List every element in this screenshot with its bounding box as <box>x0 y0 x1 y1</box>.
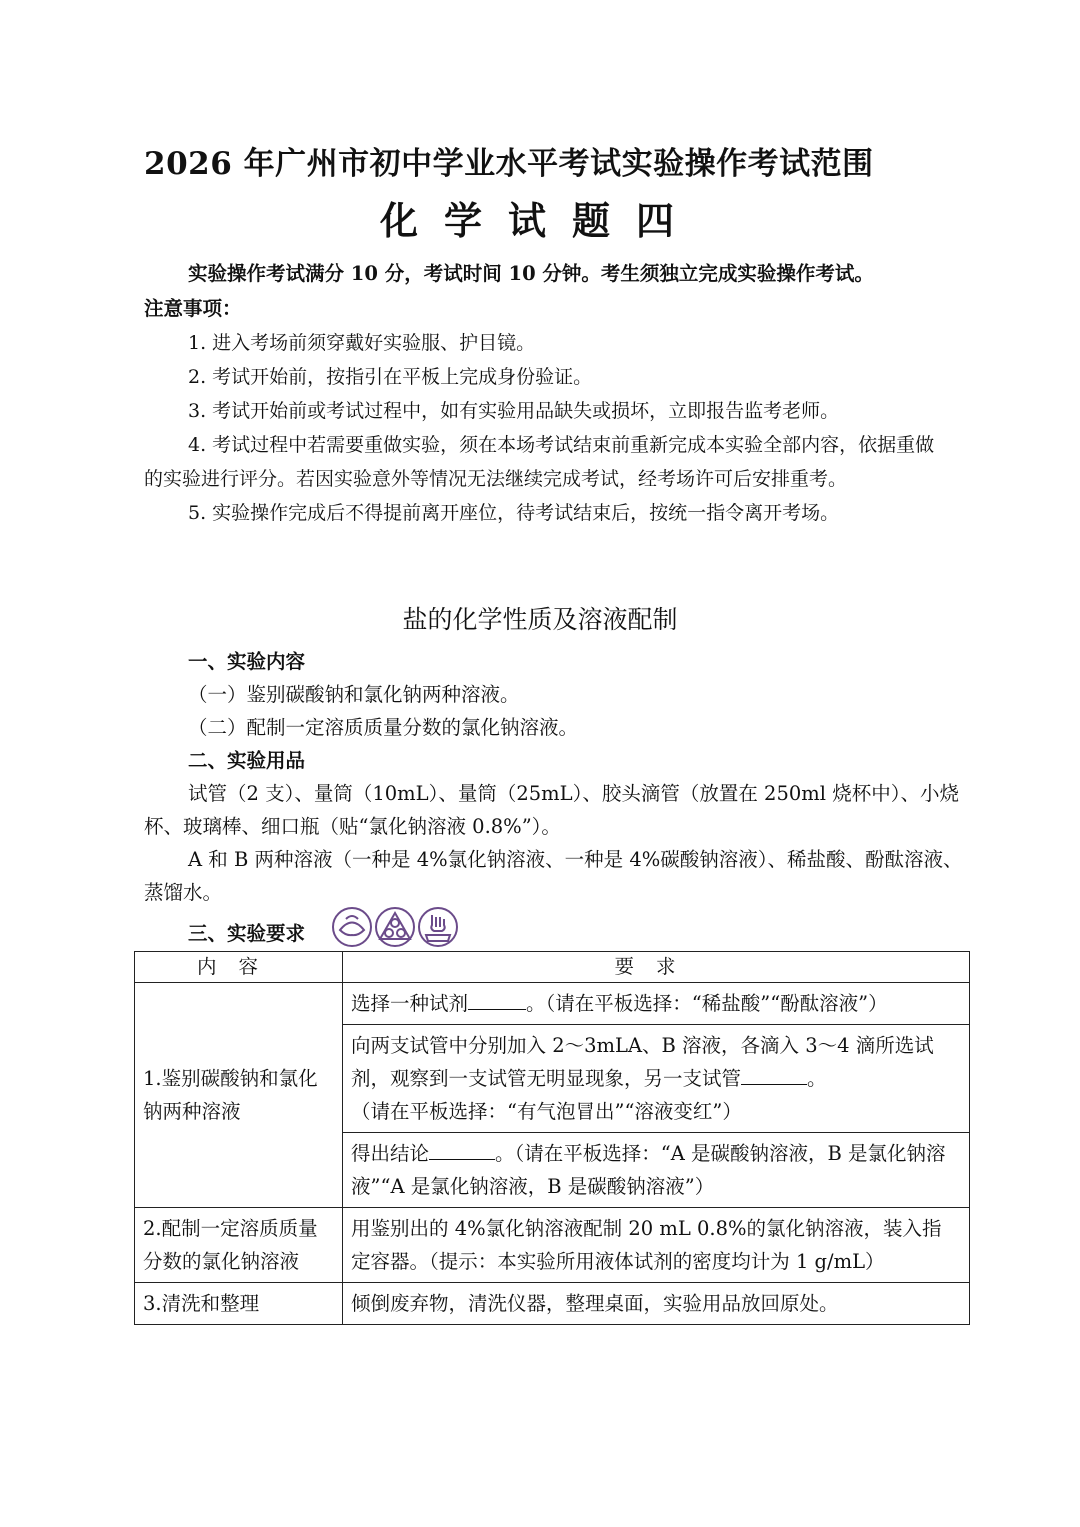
notice-list <box>144 326 944 530</box>
requirement-text: 得出结论 <box>351 1142 430 1165</box>
notice-item: 5. 实验操作完成后不得提前离开座位，待考试结束后，按统一指令离开考场。 <box>188 502 840 524</box>
requirement-text: （请在平板选择：“有气泡冒出”“溶液变红”） <box>351 1100 742 1123</box>
table-row <box>135 1283 970 1325</box>
section-title: 盐的化学性质及溶液配制 <box>402 605 678 634</box>
content-item: （一）鉴别碳酸钠和氯化钠两种溶液。 <box>188 683 520 706</box>
column-header-requirement: 要求 <box>343 952 970 983</box>
answer-blank <box>429 1141 495 1160</box>
experiment-content <box>144 645 964 909</box>
notice-item: 1. 进入考场前须穿戴好实验服、护目镜。 <box>188 332 536 354</box>
subject-title: 化学试题四 <box>379 198 700 243</box>
requirement-cell <box>343 983 970 1025</box>
table-row <box>135 983 970 1025</box>
table-header-row <box>135 952 970 983</box>
ventilation-fan-icon <box>376 908 414 946</box>
requirement-text: 。（请在平板选择：“稀盐酸”“酚酞溶液”） <box>526 992 888 1015</box>
requirement-text: 向两支试管中分别加入 2～3mLA、B 溶液，各滴入 3～4 滴所选试剂，观察到一支试管无明显现象，另一支试管 <box>351 1034 934 1090</box>
content-heading: 一、实验内容 <box>188 650 306 673</box>
lab-coat-icon <box>333 908 371 946</box>
notice-item: 2. 考试开始前，按指引在平板上完成身份验证。 <box>188 366 593 388</box>
notice-item: 3. 考试开始前或考试过程中，如有实验用品缺失或损坏，立即报告监考老师。 <box>188 400 840 422</box>
requirement-text: 。（请在平板选择：“A 是碳酸钠溶液，B 是氯化钠溶液”“A 是氯化钠溶液，B 是碳酸钠溶液”） <box>351 1142 946 1198</box>
requirements-table <box>134 951 970 1325</box>
requirement-text: 。 <box>807 1067 827 1090</box>
hand-wash-icon <box>419 908 457 946</box>
row-content-label: 1.鉴别碳酸钠和氯化钠两种溶液 <box>135 983 343 1208</box>
notice-item: 4. 考试过程中若需要重做实验，须在本场考试结束前重新完成本实验全部内容，依据重做的实验进行评分。若因实验意外等情况无法继续完成考试，经考场许可后安排重考。 <box>144 434 935 490</box>
row-content-label: 2.配制一定溶质质量分数的氯化钠溶液 <box>135 1208 343 1283</box>
requirement-cell: 倾倒废弃物，清洗仪器，整理桌面，实验用品放回原处。 <box>343 1283 970 1325</box>
table-row <box>135 1208 970 1283</box>
notice-heading: 注意事项： <box>144 297 242 320</box>
requirement-cell <box>343 1025 970 1133</box>
requirement-cell: 用鉴别出的 4%氯化钠溶液配制 20 mL 0.8%的氯化钠溶液，装入指定容器。（提示：本实验所用液体试剂的密度均计为 1 g/mL） <box>343 1208 970 1283</box>
supplies-heading: 二、实验用品 <box>188 749 306 772</box>
intro-text: 实验操作考试满分 10 分，考试时间 10 分钟。考生须独立完成实验操作考试。 <box>188 262 874 285</box>
supplies-equipment: 试管（2 支）、量筒（10mL）、量筒（25mL）、胶头滴管（放置在 250ml 烧杯中）、小烧杯、玻璃棒、细口瓶（贴“氯化钠溶液 0.8%”）。 <box>144 782 959 838</box>
content-item: （二）配制一定溶质质量分数的氯化钠溶液。 <box>188 716 579 739</box>
column-header-content: 内容 <box>135 952 343 983</box>
answer-blank <box>741 1066 807 1085</box>
safety-icons <box>332 905 462 949</box>
requirement-text: 选择一种试剂 <box>351 992 469 1015</box>
requirement-cell <box>343 1133 970 1208</box>
answer-blank <box>468 991 526 1010</box>
supplies-reagents: A 和 B 两种溶液（一种是 4%氯化钠溶液、一种是 4%碳酸钠溶液）、稀盐酸、酚酞溶液、蒸馏水。 <box>144 848 963 904</box>
page-title: 2026 年广州市初中学业水平考试实验操作考试范围 <box>144 146 874 182</box>
requirements-heading: 三、实验要求 <box>188 922 306 945</box>
row-content-label: 3.清洗和整理 <box>135 1283 343 1325</box>
